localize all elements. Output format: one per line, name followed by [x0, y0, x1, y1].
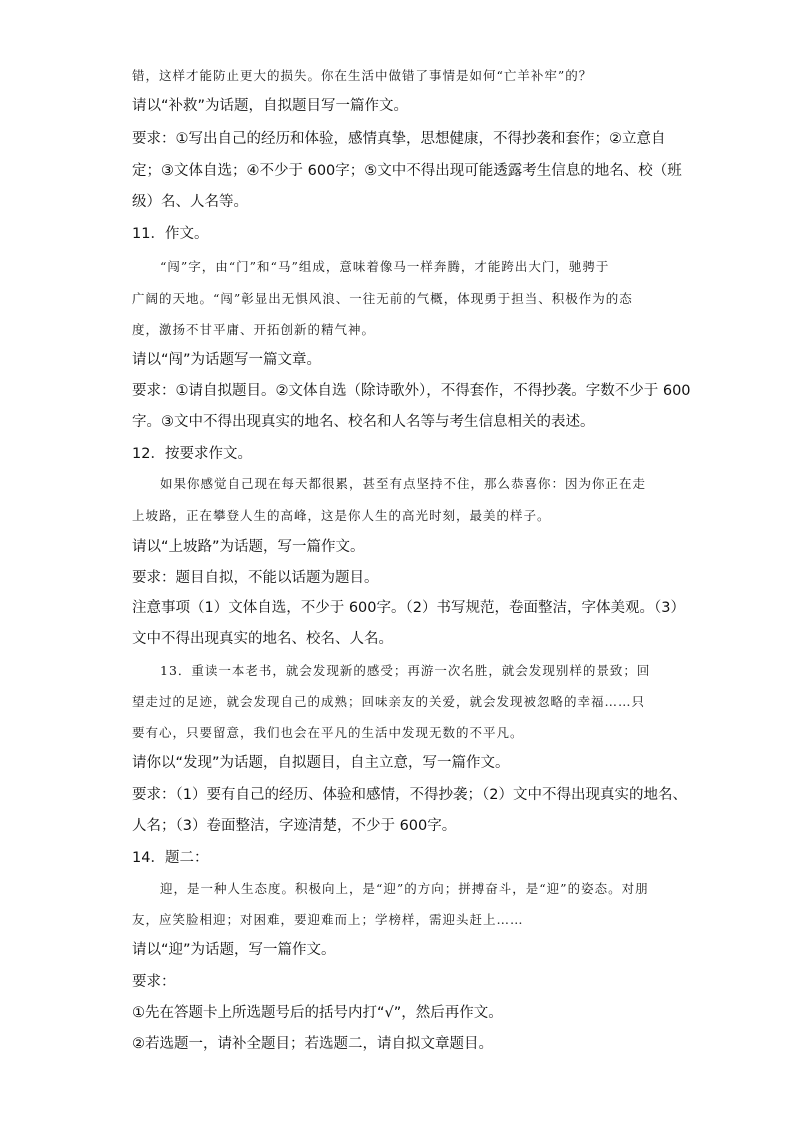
- text-line: 定；③文体自选；④不少于 600字；⑤文中不得出现可能透露考生信息的地名、校（班: [132, 163, 682, 179]
- text-line: ②若选题一，请补全题目；若选题二，请自拟文章题目。: [132, 1036, 493, 1052]
- text-line: 请以“上坡路”为话题，写一篇作文。: [132, 539, 365, 555]
- text-line: ①先在答题卡上所选题号后的括号内打“√”，然后再作文。: [132, 1005, 503, 1021]
- text-line: 要求：①写出自己的经历和体验，感情真挚，思想健康，不得抄袭和套作；②立意自: [132, 131, 666, 147]
- text-line: 请以“迎”为话题，写一篇作文。: [132, 942, 336, 958]
- text-line: 要求：①请自拟题目。②文体自选（除诗歌外），不得套作，不得抄袭。字数不少于 600: [132, 383, 691, 399]
- text-line: 迎，是一种人生态度。积极向上，是“迎”的方向；拼搏奋斗，是“迎”的姿态。对朋: [160, 881, 649, 896]
- text-line: “闯”字，由“门”和“马”组成，意味着像马一样奔腾，才能跨出大门，驰骋于: [160, 259, 610, 274]
- question-number: 12．按要求作文。: [132, 446, 252, 462]
- text-line: 如果你感觉自己现在每天都很累，甚至有点坚持不住，那么恭喜你：因为你正在走: [160, 476, 647, 491]
- text-line: 要有心，只要留意，我们也会在平凡的生活中发现无数的不平凡。: [132, 725, 524, 740]
- text-line: 要求：题目自拟，不能以话题为题目。: [132, 570, 379, 586]
- text-line: 错，这样才能防止更大的损失。你在生活中做错了事情是如何“亡羊补牢”的？: [132, 68, 593, 83]
- text-line: 要求：: [132, 974, 176, 990]
- question-number: 11．作文。: [132, 226, 209, 242]
- question-number: 14．题二：: [132, 850, 209, 866]
- text-line: 人名；（3）卷面整洁，字迹清楚，不少于 600字。: [132, 818, 457, 834]
- text-line: 友，应笑脸相迎；对困难，要迎难而上；学榜样，需迎头赶上……: [132, 912, 524, 927]
- text-line: 度，激扬不甘平庸、开拓创新的精气神。: [132, 322, 376, 337]
- text-line: 13．重读一本老书，就会发现新的感受；再游一次名胜，就会发现别样的景致；回: [160, 663, 651, 678]
- text-line: 请以“补救”为话题，自拟题目写一篇作文。: [132, 98, 409, 114]
- text-line: 文中不得出现真实的地名、校名、人名。: [132, 631, 393, 647]
- text-line: 请你以“发现”为话题，自拟题目，自主立意，写一篇作文。: [132, 755, 510, 771]
- text-line: 字。③文中不得出现真实的地名、校名和人名等与考生信息相关的表述。: [132, 414, 595, 430]
- text-line: 注意事项（1）文体自选，不少于 600字。（2）书写规范，卷面整洁，字体美观。（3）: [132, 600, 685, 616]
- text-line: 请以“闯”为话题写一篇文章。: [132, 352, 322, 368]
- text-line: 要求：（1）要有自己的经历、体验和感情，不得抄袭；（2）文中不得出现真实的地名、: [132, 787, 687, 803]
- text-line: 上坡路，正在攀登人生的高峰，这是你人生的高光时刻，最美的样子。: [132, 508, 551, 523]
- text-line: 级）名、人名等。: [132, 194, 248, 210]
- text-line: 望走过的足迹，就会发现自己的成熟；回味亲友的关爱，就会发现被忽略的幸福……只: [132, 694, 646, 709]
- text-line: 广阔的天地。“闯”彰显出无惧风浪、一往无前的气概，体现勇于担当、积极作为的态: [132, 291, 633, 306]
